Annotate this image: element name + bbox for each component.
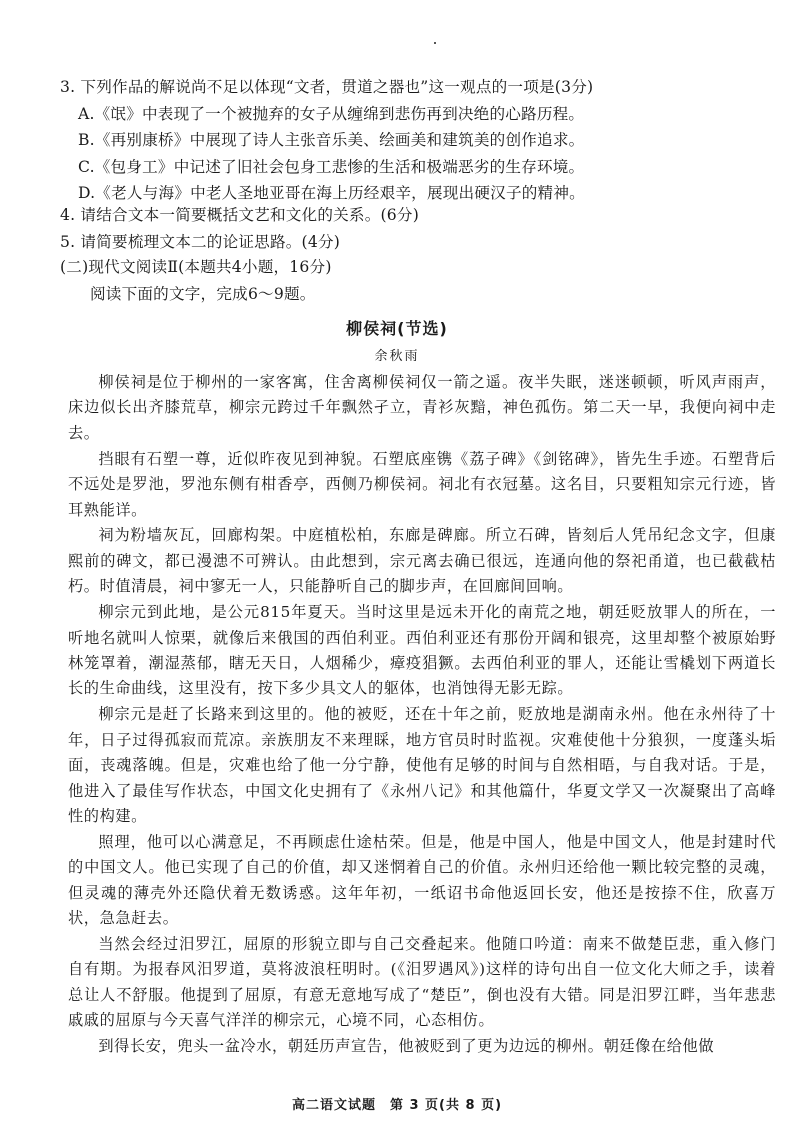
question-4: 4. 请结合文本一简要概括文艺和文化的关系。(6分)	[60, 206, 419, 224]
section-heading: (二)现代文阅读Ⅱ(本题共4小题，16分)	[60, 258, 332, 276]
question-3-option-b: B.《再别康桥》中展现了诗人主张音乐美、绘画美和建筑美的创作追求。	[78, 131, 585, 149]
scan-speck	[434, 42, 436, 44]
question-5: 5. 请简要梳理文本二的论证思路。(4分)	[60, 232, 341, 251]
question-3-option-d: D.《老人与海》中老人圣地亚哥在海上历经艰辛，展现出硬汉子的精神。	[78, 184, 585, 202]
question-3-stem: 3. 下列作品的解说尚不足以体现“文者，贯道之器也”这一观点的一项是(3分)	[60, 78, 594, 96]
article-paragraph: 照理，他可以心满意足，不再顾虑仕途枯荣。但是，他是中国人，他是中国文人，他是封建时代的中国文人。他已实现了自己的价值，却又迷惘着自己的价值。永州归还给他一颗比较完整的灵魂，但灵魂的薄壳外还隐伏着无数诱惑。这年年初，一纸诏书命他返回长安，他还是按捺不住，欣喜万状，急急赶去。	[68, 832, 776, 928]
article-paragraph: 到得长安，兜头一盆冷水，朝廷历声宣告，他被贬到了更为边远的柳州。朝廷像在给他做	[98, 1037, 715, 1056]
section-heading-block	[60, 254, 780, 307]
article-paragraph: 当然会经过汨罗江，屈原的形貌立即与自己交叠起来。他随口吟道：南来不做楚臣悲，重入修门自有期。为报春风汨罗道，莫将波浪枉明时。(《汨罗遇风》)这样的诗句出自一位文化大师之手，读着总让人不舒服。他提到了屈原，有意无意地写成了“楚臣”，倒也没有大错。同是汨罗江畔，当年悲悲戚戚的屈原与今天喜气洋洋的柳宗元，心境不同，心态相仿。	[68, 934, 777, 1030]
question-3	[60, 74, 780, 207]
article-paragraph: 柳侯祠是位于柳州的一家客寓，住舍离柳侯祠仅一箭之遥。夜半失眠，迷迷顿顿，听风声雨声，床边似长出齐膝荒草，柳宗元跨过千年飘然孑立，青衫灰黯，神色孤伤。第二天一早，我便向祠中走去。	[68, 373, 776, 442]
article-paragraph: 柳宗元到此地，是公元815年夏天。当时这里是远未开化的南荒之地，朝廷贬放罪人的所在，一听地名就叫人惊栗，就像后来俄国的西伯利亚。西伯利亚还有那份开阔和银亮，这里却整个被原始野林笼罩着，潮湿蒸郁，瞎无天日，人烟稀少，瘴疫猖獗。去西伯利亚的罪人，还能让雪橇划下两道长长的生命曲线，这里没有，按下多少具文人的躯体，也消蚀得无影无踪。	[68, 603, 776, 698]
question-3-option-a: A.《氓》中表现了一个被抛弃的女子从缠绵到悲伤再到决绝的心路历程。	[78, 104, 585, 123]
article-paragraph: 挡眼有石塑一尊，近似昨夜见到神貌。石塑底座镌《荔子碑》《剑铭碑》，皆先生手迹。石塑背后不远处是罗池，罗池东侧有柑香亭，西侧乃柳侯祠。祠北有衣冠墓。这名目，只要粗知宗元行迹，皆耳熟能详。	[68, 449, 776, 519]
page-footer: 高二语文试题 第 3 页(共 8 页)	[291, 1098, 503, 1113]
article-title: 柳侯祠(节选)	[346, 319, 448, 338]
article-body	[68, 370, 776, 1060]
article-paragraph: 祠为粉墙灰瓦，回廊构架。中庭植松柏，东廊是碑廊。所立石碑，皆刻后人凭吊纪念文字，但康熙前的碑文，都已漫漶不可辨认。由此想到，宗元离去确已很远，连通向他的祭祀甬道，也已截截枯朽。时值清晨，祠中寥无一人，只能静听自己的脚步声，在回廊间回响。	[68, 526, 776, 596]
section-instruction: 阅读下面的文字，完成6～9题。	[90, 284, 316, 303]
questions-4-5	[60, 202, 780, 255]
question-3-option-c: C.《包身工》中记述了旧社会包身工悲惨的生活和极端恶劣的生存环境。	[78, 157, 585, 176]
article-author: 余秋雨	[374, 349, 420, 364]
article-paragraph: 柳宗元是赶了长路来到这里的。他的被贬，还在十年之前，贬放地是湖南永州。他在永州待了十年，日子过得孤寂而荒凉。亲族朋友不来理睬，地方官员时时监视。灾难使他十分狼狈，一度蓬头垢面，丧魂落魄。但是，灾难也给了他一分宁静，使他有足够的时间与自然相晤，与自我对话。于是，他进入了最佳写作状态，中国文化史拥有了《永州八记》和其他篇什，华夏文学又一次凝聚出了高峰性的构建。	[68, 705, 776, 825]
